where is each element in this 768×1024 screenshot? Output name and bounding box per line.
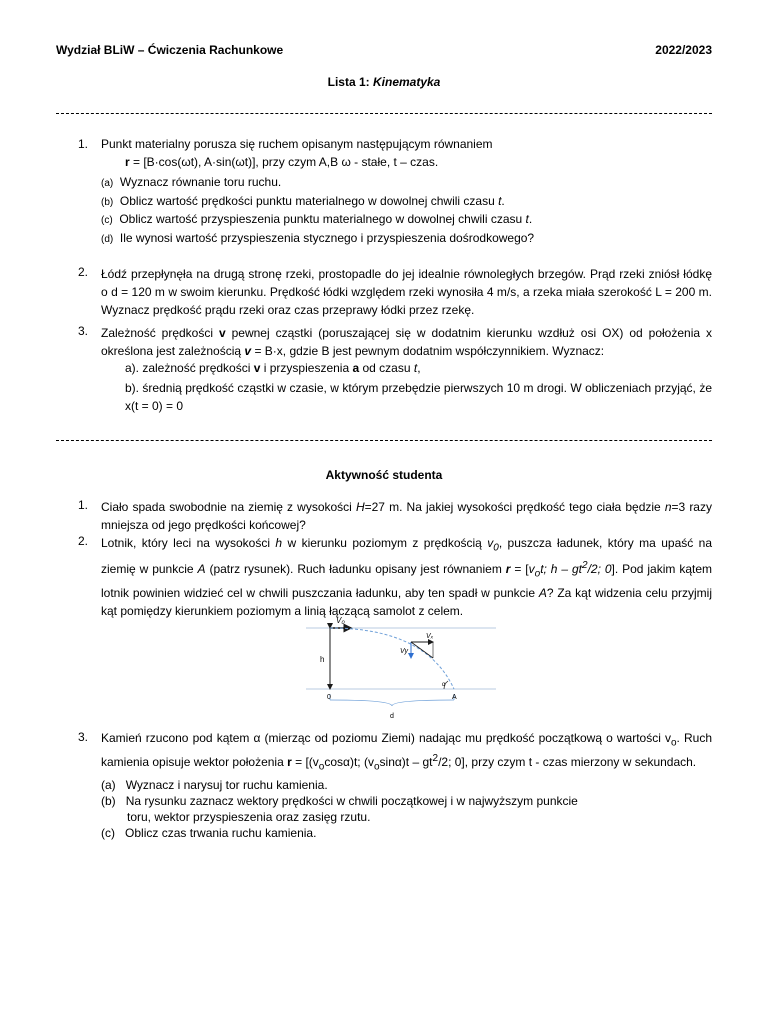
header-right: 2022/2023 <box>655 43 712 57</box>
activity-3-number: 3. <box>78 730 89 744</box>
problem-1-item-a: (a) Wyznacz równanie toru ruchu. <box>101 175 282 189</box>
problem-1-equation: r = [B·cos(ωt), A·sin(ωt)], przy czym A,B ω - stałe, t – czas. <box>125 155 439 169</box>
projectile-figure <box>306 612 496 724</box>
activity-3-item-a: (a) Wyznacz i narysuj tor ruchu kamienia. <box>101 778 328 792</box>
problem-1-item-d: (d) Ile wynosi wartość przyspieszenia stycznego i przyspieszenia dośrodkowego? <box>101 231 535 245</box>
problem-1-intro: Punkt materialny porusza się ruchem opisanym następującym równaniem <box>101 137 493 151</box>
separator-top <box>56 113 712 114</box>
problem-3-item-b: b). średnią prędkość cząstki w czasie, w którym przebędzie pierwszych 10 m drogi. W obliczeniach przyjąć, że x(t = 0) = 0 <box>125 381 712 413</box>
problem-1-number: 1. <box>78 137 89 151</box>
d-label: d <box>390 713 394 720</box>
h-label: h <box>320 655 325 664</box>
activity-2-text: Lotnik, który leci na wysokości h w kierunku poziomym z prędkością $v_0$, puszcza ładunek, który ma upaść na ziemię w punkcie A (patrz rysunek). Ruch ładunku opisany jest równaniem $r = [v_ot$; h – $gt^2/2$; 0]. Pod jakim kątem lotnik powinien widzieć cel w chwili puszczania ładunku, aby ten spadł w punkcie A? Za kąt widzenia celu przyjmij kąt pomiędzy kierunkiem poziomym a linią łączącą samolot z celem. <box>101 536 712 618</box>
problem-3-number: 3. <box>78 324 89 338</box>
separator-middle <box>56 440 712 441</box>
problem-1-item-b: (b) Oblicz wartość prędkości punktu materialnego w dowolnej chwili czasu t. <box>101 194 505 208</box>
problem-3-text: Zależność prędkości v pewnej cząstki (poruszającej się w dodatnim kierunku wzdłuż osi OX) od położenia x określona jest zależnością v = B·x, gdzie B jest pewnym dodatnim współczynnikiem. Wyznacz: <box>101 326 712 358</box>
alpha-label: α <box>442 682 446 688</box>
problem-1-item-c: (c) Oblicz wartość przyspieszenia punktu materialnego w dowolnej chwili czasu t. <box>101 212 533 226</box>
activity-1-text: Ciało spada swobodnie na ziemię z wysokości H=27 m. Na jakiej wysokości prędkość tego ciała będzie n=3 razy mniejsza od jego prędkości końcowej? <box>101 500 712 532</box>
problem-3-item-a: a). zależność prędkości v i przyspieszenia a od czasu t, <box>125 361 421 375</box>
o-label: 0 <box>327 694 331 701</box>
vx-label: Vₓ <box>426 633 434 640</box>
list-title: Lista 1: Kinematyka <box>327 75 441 89</box>
v0-label: V₀ <box>336 616 345 625</box>
section-title: Aktywność studenta <box>325 468 443 482</box>
a-point-label: A <box>452 694 457 701</box>
vy-label: Vy <box>400 648 409 655</box>
velocity-diagonal <box>411 642 433 658</box>
activity-3-item-c: (c) Oblicz czas trwania ruchu kamienia. <box>101 826 317 840</box>
trajectory-curve <box>330 628 454 689</box>
d-brace <box>330 700 454 706</box>
header-left: Wydział BLiW – Ćwiczenia Rachunkowe <box>56 43 284 57</box>
activity-3-text: Kamień rzucono pod kątem α (mierząc od poziomu Ziemi) nadając mu prędkość początkową o wartości $v_o$. Ruch kamienia opisuje wektor położenia $r = [(v_o\cos\alpha)t$; $(v_o\sin\alpha)t - gt^2/2$; 0], przy czym t - czas mierzony w sekundach. <box>101 731 712 773</box>
activity-3-item-b-cont: toru, wektor przyspieszenia oraz zasięg rzutu. <box>127 810 371 824</box>
activity-3-item-b: (b) Na rysunku zaznacz wektory prędkości w chwili początkowej i w najwyższym punkcie <box>101 794 578 808</box>
activity-1-number: 1. <box>78 498 89 512</box>
activity-2-number: 2. <box>78 534 89 548</box>
problem-2-number: 2. <box>78 265 89 279</box>
problem-2-text: Łódź przepłynęła na drugą stronę rzeki, prostopadle do jej idealnie równoległych brzegów. Prąd rzeki zniósł łódkę o d = 120 m w swoim kierunku. Prędkość łódki względem rzeki wynosiła 4 m/s, a rzeka miała szerokość L = 200 m. Wyznacz prędkość prądu rzeki oraz czas przeprawy łódki przez rzekę. <box>101 267 712 317</box>
